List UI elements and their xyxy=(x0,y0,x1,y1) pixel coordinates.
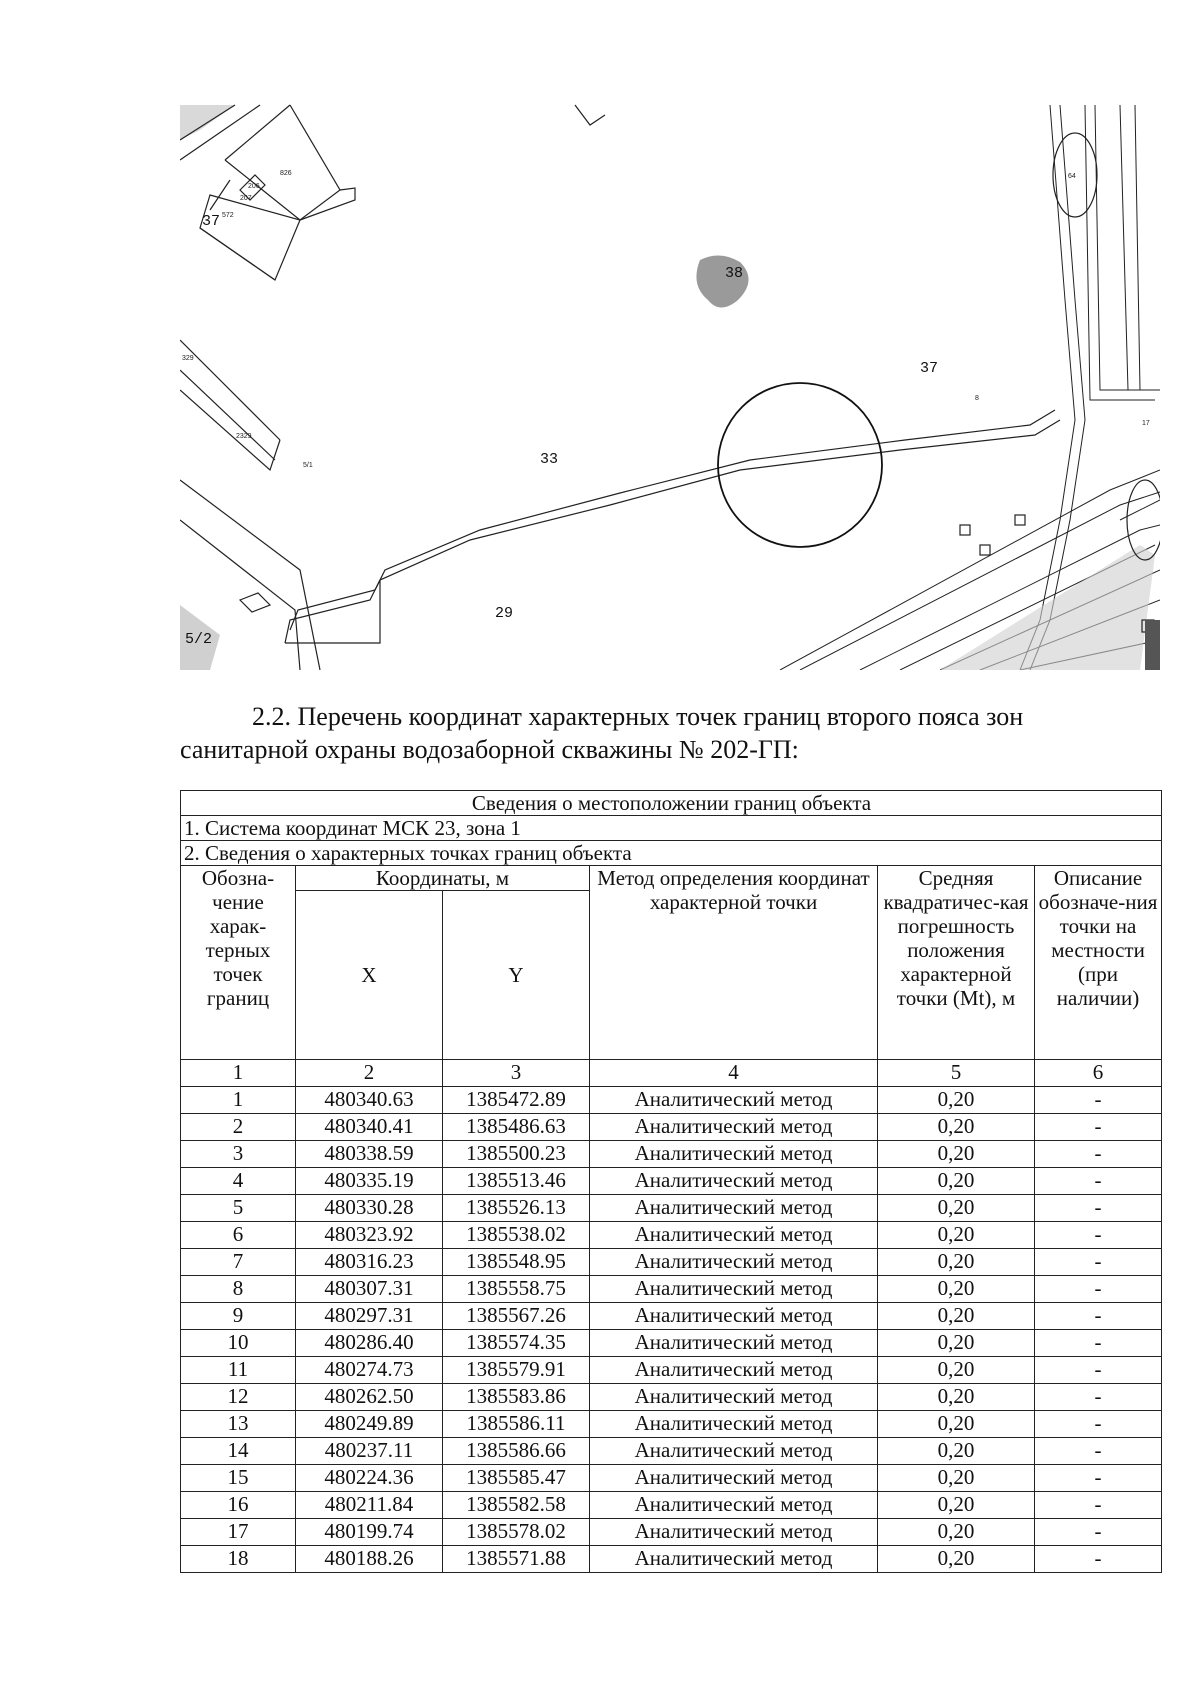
table-row xyxy=(181,1492,1162,1519)
method-cell: Аналитический метод xyxy=(590,1330,878,1357)
column-number: 3 xyxy=(443,1060,590,1087)
heading-line-1: 2.2. Перечень координат характерных точек границ второго пояса зон xyxy=(252,702,1024,731)
table-row xyxy=(181,1546,1162,1573)
parcel-number-207: 207 xyxy=(240,195,252,202)
coordinate-x: 480340.41 xyxy=(296,1114,443,1141)
coordinate-x: 480249.89 xyxy=(296,1411,443,1438)
description-cell: - xyxy=(1035,1222,1162,1249)
point-number: 18 xyxy=(181,1546,296,1573)
coordinate-x: 480211.84 xyxy=(296,1492,443,1519)
coordinate-y: 1385548.95 xyxy=(443,1249,590,1276)
method-cell: Аналитический метод xyxy=(590,1465,878,1492)
description-cell: - xyxy=(1035,1114,1162,1141)
point-number: 7 xyxy=(181,1249,296,1276)
coordinate-x: 480307.31 xyxy=(296,1276,443,1303)
error-cell: 0,20 xyxy=(878,1465,1035,1492)
zone-label-37-right: 37 xyxy=(920,360,939,377)
point-number: 17 xyxy=(181,1519,296,1546)
heading-line-2: санитарной охраны водозаборной скважины № 202-ГП: xyxy=(180,735,799,764)
point-number: 12 xyxy=(181,1384,296,1411)
table-row xyxy=(181,1087,1162,1114)
coordinate-x: 480199.74 xyxy=(296,1519,443,1546)
header-coordinates: Координаты, м xyxy=(296,866,590,891)
parcel-number-5-1: 5/1 xyxy=(303,462,313,469)
section-info-row: 2. Сведения о характерных точках границ объекта xyxy=(181,841,1162,866)
parcel-number-572: 572 xyxy=(222,212,234,219)
table-row xyxy=(181,1249,1162,1276)
coordinate-x: 480323.92 xyxy=(296,1222,443,1249)
coordinate-x: 480188.26 xyxy=(296,1546,443,1573)
description-cell: - xyxy=(1035,1519,1162,1546)
parcel-number-826: 826 xyxy=(280,170,292,177)
header-method: Метод определения координат характерной точки xyxy=(590,866,878,1060)
method-cell: Аналитический метод xyxy=(590,1492,878,1519)
table-title: Сведения о местоположении границ объекта xyxy=(181,791,1162,816)
description-cell: - xyxy=(1035,1357,1162,1384)
error-cell: 0,20 xyxy=(878,1087,1035,1114)
coordinate-y: 1385585.47 xyxy=(443,1465,590,1492)
zone-label-5-2: 5/2 xyxy=(185,631,213,648)
point-number: 16 xyxy=(181,1492,296,1519)
description-cell: - xyxy=(1035,1492,1162,1519)
point-number: 15 xyxy=(181,1465,296,1492)
error-cell: 0,20 xyxy=(878,1519,1035,1546)
coordinate-y: 1385500.23 xyxy=(443,1141,590,1168)
column-number: 2 xyxy=(296,1060,443,1087)
error-cell: 0,20 xyxy=(878,1492,1035,1519)
description-cell: - xyxy=(1035,1384,1162,1411)
error-cell: 0,20 xyxy=(878,1411,1035,1438)
error-cell: 0,20 xyxy=(878,1141,1035,1168)
error-cell: 0,20 xyxy=(878,1384,1035,1411)
table-row xyxy=(181,1411,1162,1438)
coordinate-y: 1385558.75 xyxy=(443,1276,590,1303)
table-row xyxy=(181,1141,1162,1168)
coordinate-y: 1385567.26 xyxy=(443,1303,590,1330)
column-number: 5 xyxy=(878,1060,1035,1087)
coordinate-x: 480237.11 xyxy=(296,1438,443,1465)
method-cell: Аналитический метод xyxy=(590,1222,878,1249)
error-cell: 0,20 xyxy=(878,1276,1035,1303)
description-cell: - xyxy=(1035,1438,1162,1465)
error-cell: 0,20 xyxy=(878,1168,1035,1195)
coordinate-x: 480316.23 xyxy=(296,1249,443,1276)
method-cell: Аналитический метод xyxy=(590,1411,878,1438)
method-cell: Аналитический метод xyxy=(590,1141,878,1168)
coordinate-x: 480224.36 xyxy=(296,1465,443,1492)
zone-label-38: 38 xyxy=(725,265,744,282)
error-cell: 0,20 xyxy=(878,1330,1035,1357)
error-cell: 0,20 xyxy=(878,1249,1035,1276)
method-cell: Аналитический метод xyxy=(590,1303,878,1330)
coordinate-y: 1385583.86 xyxy=(443,1384,590,1411)
method-cell: Аналитический метод xyxy=(590,1357,878,1384)
point-number: 6 xyxy=(181,1222,296,1249)
coordinate-x: 480340.63 xyxy=(296,1087,443,1114)
description-cell: - xyxy=(1035,1168,1162,1195)
description-cell: - xyxy=(1035,1546,1162,1573)
description-cell: - xyxy=(1035,1087,1162,1114)
coordinate-x: 480286.40 xyxy=(296,1330,443,1357)
coordinate-y: 1385513.46 xyxy=(443,1168,590,1195)
coordinate-y: 1385538.02 xyxy=(443,1222,590,1249)
section-heading xyxy=(180,700,1160,766)
error-cell: 0,20 xyxy=(878,1438,1035,1465)
coordinate-y: 1385582.58 xyxy=(443,1492,590,1519)
coordinate-system-row: 1. Система координат МСК 23, зона 1 xyxy=(181,816,1162,841)
error-cell: 0,20 xyxy=(878,1114,1035,1141)
header-y: Y xyxy=(443,891,590,1060)
point-number: 5 xyxy=(181,1195,296,1222)
parcel-number-2329: 2329 xyxy=(236,433,252,440)
header-designation: Обозна-чение харак-терных точек границ xyxy=(181,866,296,1060)
zone-label-37-left: 37 xyxy=(202,213,221,230)
coordinate-x: 480262.50 xyxy=(296,1384,443,1411)
zone-label-33: 33 xyxy=(540,451,559,468)
coordinate-y: 1385472.89 xyxy=(443,1087,590,1114)
table-body xyxy=(181,1087,1162,1573)
point-number: 14 xyxy=(181,1438,296,1465)
point-number: 9 xyxy=(181,1303,296,1330)
method-cell: Аналитический метод xyxy=(590,1249,878,1276)
parcel-number-64: 64 xyxy=(1068,173,1076,180)
method-cell: Аналитический метод xyxy=(590,1114,878,1141)
method-cell: Аналитический метод xyxy=(590,1546,878,1573)
header-error: Средняя квадратичес-кая погрешность положения характерной точки (Mt), м xyxy=(878,866,1035,1060)
column-number: 4 xyxy=(590,1060,878,1087)
header-description: Описание обозначе-ния точки на местности (при наличии) xyxy=(1035,866,1162,1060)
cadastral-map xyxy=(180,100,1160,670)
method-cell: Аналитический метод xyxy=(590,1276,878,1303)
parcel-number-329: 329 xyxy=(182,355,194,362)
table-row xyxy=(181,1357,1162,1384)
table-row xyxy=(181,1276,1162,1303)
table-row xyxy=(181,1114,1162,1141)
column-number: 1 xyxy=(181,1060,296,1087)
header-x: X xyxy=(296,891,443,1060)
zone-label-29: 29 xyxy=(495,605,514,622)
point-number: 2 xyxy=(181,1114,296,1141)
parcel-number-8: 8 xyxy=(975,395,979,402)
error-cell: 0,20 xyxy=(878,1546,1035,1573)
error-cell: 0,20 xyxy=(878,1357,1035,1384)
coordinate-y: 1385526.13 xyxy=(443,1195,590,1222)
method-cell: Аналитический метод xyxy=(590,1087,878,1114)
coordinate-x: 480330.28 xyxy=(296,1195,443,1222)
coordinate-x: 480274.73 xyxy=(296,1357,443,1384)
error-cell: 0,20 xyxy=(878,1222,1035,1249)
coordinate-y: 1385579.91 xyxy=(443,1357,590,1384)
point-number: 4 xyxy=(181,1168,296,1195)
column-number: 6 xyxy=(1035,1060,1162,1087)
coordinate-y: 1385586.11 xyxy=(443,1411,590,1438)
point-number: 10 xyxy=(181,1330,296,1357)
coordinate-x: 480297.31 xyxy=(296,1303,443,1330)
error-cell: 0,20 xyxy=(878,1195,1035,1222)
table-row xyxy=(181,1168,1162,1195)
coordinate-y: 1385586.66 xyxy=(443,1438,590,1465)
parcel-number-206: 206 xyxy=(248,183,260,190)
point-number: 3 xyxy=(181,1141,296,1168)
error-cell: 0,20 xyxy=(878,1303,1035,1330)
method-cell: Аналитический метод xyxy=(590,1195,878,1222)
method-cell: Аналитический метод xyxy=(590,1384,878,1411)
coordinate-y: 1385574.35 xyxy=(443,1330,590,1357)
table-row xyxy=(181,1465,1162,1492)
method-cell: Аналитический метод xyxy=(590,1438,878,1465)
table-row xyxy=(181,1330,1162,1357)
point-number: 1 xyxy=(181,1087,296,1114)
point-number: 11 xyxy=(181,1357,296,1384)
coordinate-x: 480338.59 xyxy=(296,1141,443,1168)
table-row xyxy=(181,1519,1162,1546)
description-cell: - xyxy=(1035,1303,1162,1330)
parcel-number-17: 17 xyxy=(1142,420,1150,427)
method-cell: Аналитический метод xyxy=(590,1168,878,1195)
description-cell: - xyxy=(1035,1465,1162,1492)
description-cell: - xyxy=(1035,1276,1162,1303)
method-cell: Аналитический метод xyxy=(590,1519,878,1546)
description-cell: - xyxy=(1035,1141,1162,1168)
description-cell: - xyxy=(1035,1249,1162,1276)
coordinate-x: 480335.19 xyxy=(296,1168,443,1195)
table-row xyxy=(181,1384,1162,1411)
table-row xyxy=(181,1438,1162,1465)
coordinate-y: 1385486.63 xyxy=(443,1114,590,1141)
coordinate-y: 1385571.88 xyxy=(443,1546,590,1573)
boundary-coordinates-table xyxy=(180,790,1162,1573)
description-cell: - xyxy=(1035,1330,1162,1357)
table-row xyxy=(181,1195,1162,1222)
point-number: 13 xyxy=(181,1411,296,1438)
coordinate-y: 1385578.02 xyxy=(443,1519,590,1546)
description-cell: - xyxy=(1035,1411,1162,1438)
point-number: 8 xyxy=(181,1276,296,1303)
description-cell: - xyxy=(1035,1195,1162,1222)
table-row xyxy=(181,1222,1162,1249)
table-row xyxy=(181,1303,1162,1330)
